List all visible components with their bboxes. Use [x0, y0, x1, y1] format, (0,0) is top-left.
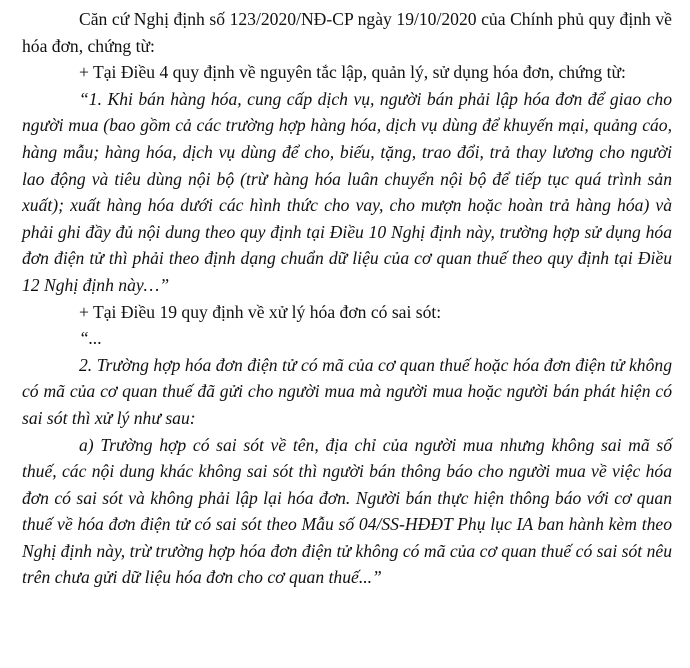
paragraph-article-4-heading: + Tại Điều 4 quy định về nguyên tắc lập, quản lý, sử dụng hóa đơn, chứng từ: — [79, 62, 626, 83]
paragraph-article-19-heading: + Tại Điều 19 quy định về xử lý hóa đơn có sai sót: — [79, 301, 442, 322]
paragraph-clause-2: 2. Trường hợp hóa đơn điện tử có mã của cơ quan thuế hoặc hóa đơn điện tử không có mã của cơ quan thuế đã gửi cho người mua mà người mua hoặc người bán phát hiện có sai sót thì xử lý như sau: — [22, 354, 672, 428]
paragraph-legal-basis: Căn cứ Nghị định số 123/2020/NĐ-CP ngày 19/10/2020 của Chính phủ quy định về hóa đơn, chứng từ: — [22, 9, 672, 56]
paragraph-clause-2a: a) Trường hợp có sai sót về tên, địa chỉ của người mua nhưng không sai mã số thuế, các nội dung khác không sai sót thì người bán thông báo cho người mua về việc hóa đơn có sai sót và không phải lập lại hóa đơn. Người bán thực hiện thông báo với cơ quan thuế về hóa đơn điện tử có sai sót theo Mẫu số 04/SS-HĐĐT Phụ lục IA ban hành kèm theo Nghị định này, trừ trường hợp hóa đơn điện tử không có mã của cơ quan thuế có sai sót nêu trên chưa gửi dữ liệu hóa đơn cho cơ quan thuế...” — [22, 434, 672, 588]
document-body — [22, 6, 672, 591]
paragraph-ellipsis: “... — [79, 328, 102, 349]
paragraph-article-4-quote: “1. Khi bán hàng hóa, cung cấp dịch vụ, người bán phải lập hóa đơn để giao cho người mua (bao gồm cả các trường hợp hàng hóa, dịch vụ dùng để khuyến mại, quảng cáo, hàng mẫu; hàng hóa, dịch vụ dùng để cho, biếu, tặng, trao đổi, trả thay lương cho người lao động và tiêu dùng nội bộ (trừ hàng hóa luân chuyển nội bộ để tiếp tục quá trình sản xuất); xuất hàng hóa dưới các hình thức cho vay, cho mượn hoặc hoàn trả hàng hóa) và phải ghi đầy đủ nội dung theo quy định tại Điều 10 Nghị định này, trường hợp sử dụng hóa đơn điện tử thì phải theo định dạng chuẩn dữ liệu của cơ quan thuế theo quy định tại Điều 12 Nghị định này…” — [22, 88, 672, 295]
